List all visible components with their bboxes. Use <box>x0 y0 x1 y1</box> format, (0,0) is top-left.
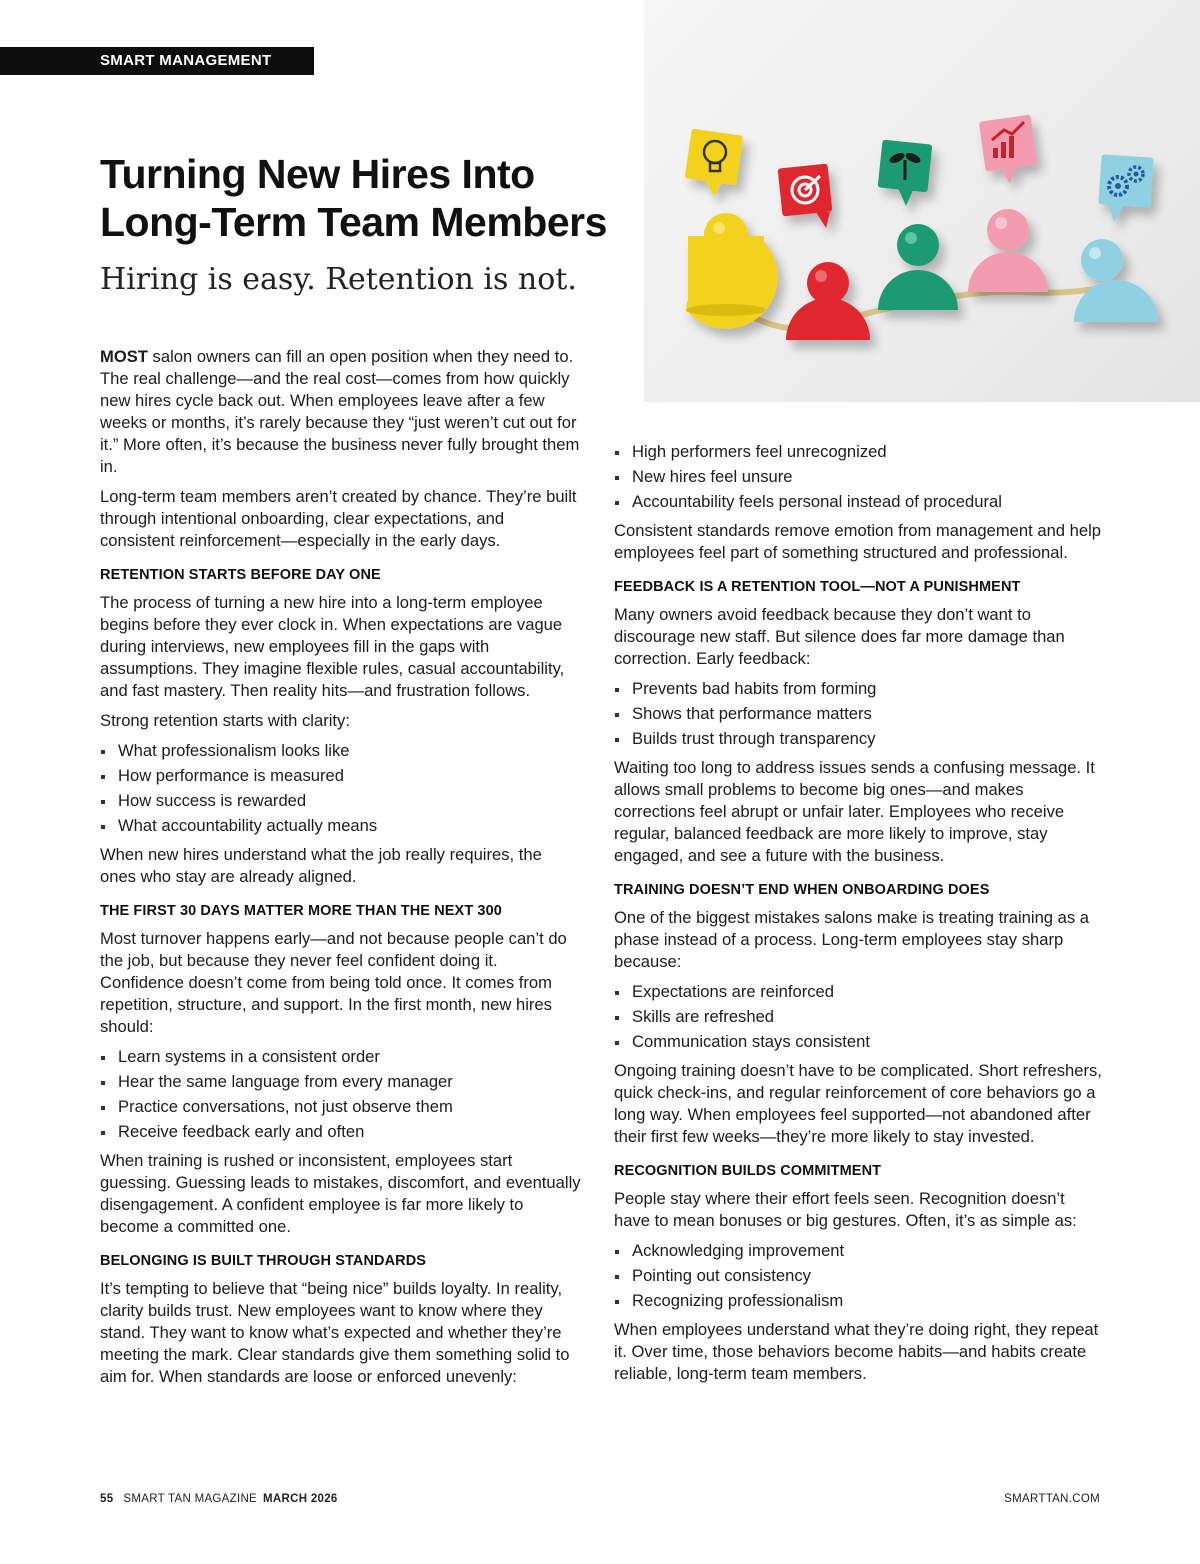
list-item: Recognizing professionalism <box>614 1290 1104 1312</box>
list-item: New hires feel unsure <box>614 466 1104 488</box>
pink-figure <box>968 209 1048 292</box>
left-column <box>100 346 582 1396</box>
intro-text: salon owners can fill an open position when they need to. The real challenge—and the real cost—comes from how quickly new hires cycle back out. When employees leave after a few weeks or months, it’s rarely because they “just weren’t cut out for it.” More often, it’s because the business never fully brought them in. <box>100 347 580 476</box>
right-column <box>614 441 1104 1393</box>
list-item: Prevents bad habits from forming <box>614 678 1104 700</box>
website-link[interactable]: SMARTTAN.COM <box>1004 1493 1100 1505</box>
list-item: Receive feedback early and often <box>100 1121 582 1143</box>
team-figures-illustration <box>644 0 1200 402</box>
list-item: Communication stays consistent <box>614 1031 1104 1053</box>
section-heading: RECOGNITION BUILDS COMMITMENT <box>614 1163 882 1179</box>
paragraph: Strong retention starts with clarity: <box>100 711 350 730</box>
yellow-figure <box>686 213 778 329</box>
paragraph: The process of turning a new hire into a long-term employee begins before they ever clock in. When expectations are vague during interviews, new employees fill in the gaps with assumptions. They imagine flexible rules, casual accountability, and fast mastery. Then reality hits—and frustration follows. <box>100 593 565 700</box>
bullet-list <box>100 1046 582 1143</box>
section-heading: FEEDBACK IS A RETENTION TOOL—NOT A PUNISHMENT <box>614 579 1021 595</box>
paragraph: When employees understand what they’re doing right, they repeat it. Over time, those behaviors become habits—and habits create reliable, long-term team members. <box>614 1320 1099 1383</box>
section-heading: RETENTION STARTS BEFORE DAY ONE <box>100 567 381 583</box>
paragraph: People stay where their effort feels seen. Recognition doesn’t have to mean bonuses or big gestures. Often, it’s as simple as: <box>614 1189 1077 1230</box>
title-line-2: Long-Term Team Members <box>100 199 607 245</box>
list-item: Pointing out consistency <box>614 1265 1104 1287</box>
paragraph: Many owners avoid feedback because they don’t want to discourage new staff. But silence does far more damage than correction. Early feedback: <box>614 605 1065 668</box>
list-item: What accountability actually means <box>100 815 582 837</box>
red-figure <box>786 262 870 340</box>
bullet-list <box>100 740 582 837</box>
list-item: Builds trust through transparency <box>614 728 1104 750</box>
section-tag: SMART MANAGEMENT <box>0 47 314 75</box>
section-heading: THE FIRST 30 DAYS MATTER MORE THAN THE NEXT 300 <box>100 903 502 919</box>
list-item: Skills are refreshed <box>614 1006 1104 1028</box>
magazine-name: SMART TAN MAGAZINE <box>123 1493 258 1505</box>
list-item: Expectations are reinforced <box>614 981 1104 1003</box>
bullet-list <box>614 441 1104 513</box>
article-subtitle: Hiring is easy. Retention is not. <box>100 262 577 297</box>
bullet-list <box>614 981 1104 1053</box>
list-item: Hear the same language from every manager <box>100 1071 582 1093</box>
list-item: Practice conversations, not just observe them <box>100 1096 582 1118</box>
lightbulb-icon <box>685 129 743 196</box>
footer-left <box>100 1493 338 1505</box>
paragraph: Long-term team members aren’t created by chance. They’re built through intentional onboarding, clear expectations, and consistent reinforcement—especially in the early days. <box>100 487 577 550</box>
paragraph: When new hires understand what the job really requires, the ones who stay are already aligned. <box>100 845 542 886</box>
blue-figure <box>1074 239 1158 322</box>
intro-paragraph <box>100 346 582 478</box>
list-item: How performance is measured <box>100 765 582 787</box>
hero-image <box>644 0 1200 402</box>
article-title <box>100 150 660 246</box>
list-item: Shows that performance matters <box>614 703 1104 725</box>
paragraph: Waiting too long to address issues sends a confusing message. It allows small problems to become big ones—and makes corrections feel abrupt or unfair later. Employees who receive regular, balanced feedback are more likely to improve, stay engaged, and see a future with the business. <box>614 758 1095 865</box>
growth-chart-icon <box>979 115 1037 184</box>
page-number: 55 <box>100 1493 114 1505</box>
target-icon <box>778 164 833 228</box>
section-heading: TRAINING DOESN’T END WHEN ONBOARDING DOES <box>614 882 990 898</box>
paragraph: Most turnover happens early—and not because people can’t do the job, but because they never feel confident doing it. Confidence doesn’t come from being told once. It comes from repetition, structure, and support. In the first month, new hires should: <box>100 929 567 1036</box>
paragraph: When training is rushed or inconsistent, employees start guessing. Guessing leads to mistakes, discomfort, and eventually disengagement. A confident employee is far more likely to become a committed one. <box>100 1151 581 1236</box>
bullet-list <box>614 678 1104 750</box>
paragraph: Consistent standards remove emotion from management and help employees feel part of something structured and professional. <box>614 521 1102 562</box>
bullet-list <box>614 1240 1104 1312</box>
intro-lead-word: MOST <box>100 347 148 366</box>
paragraph: Ongoing training doesn’t have to be complicated. Short refreshers, quick check-ins, and regular reinforcement of core behaviors go a long way. When employees feel supported—not abandoned after their first few weeks—they’re more likely to stay invested. <box>614 1061 1102 1146</box>
title-line-1: Turning New Hires Into <box>100 151 535 197</box>
paragraph: It’s tempting to believe that “being nice” builds loyalty. In reality, clarity builds trust. New employees want to know where they stand. They want to know what’s expected and whether they’re meeting the mark. Clear standards give them something solid to aim for. When standards are loose or enforced unevenly: <box>100 1279 570 1386</box>
list-item: Learn systems in a consistent order <box>100 1046 582 1068</box>
list-item: Acknowledging improvement <box>614 1240 1104 1262</box>
list-item: What professionalism looks like <box>100 740 582 762</box>
list-item: High performers feel unrecognized <box>614 441 1104 463</box>
list-item: Accountability feels personal instead of procedural <box>614 491 1104 513</box>
paragraph: One of the biggest mistakes salons make is treating training as a phase instead of a process. Long-term employees stay sharp because: <box>614 908 1090 971</box>
green-figure <box>878 224 958 310</box>
issue-date: MARCH 2026 <box>263 1493 338 1505</box>
sprout-icon <box>878 140 933 206</box>
gears-icon <box>1098 154 1153 222</box>
section-heading: BELONGING IS BUILT THROUGH STANDARDS <box>100 1253 427 1269</box>
list-item: How success is rewarded <box>100 790 582 812</box>
